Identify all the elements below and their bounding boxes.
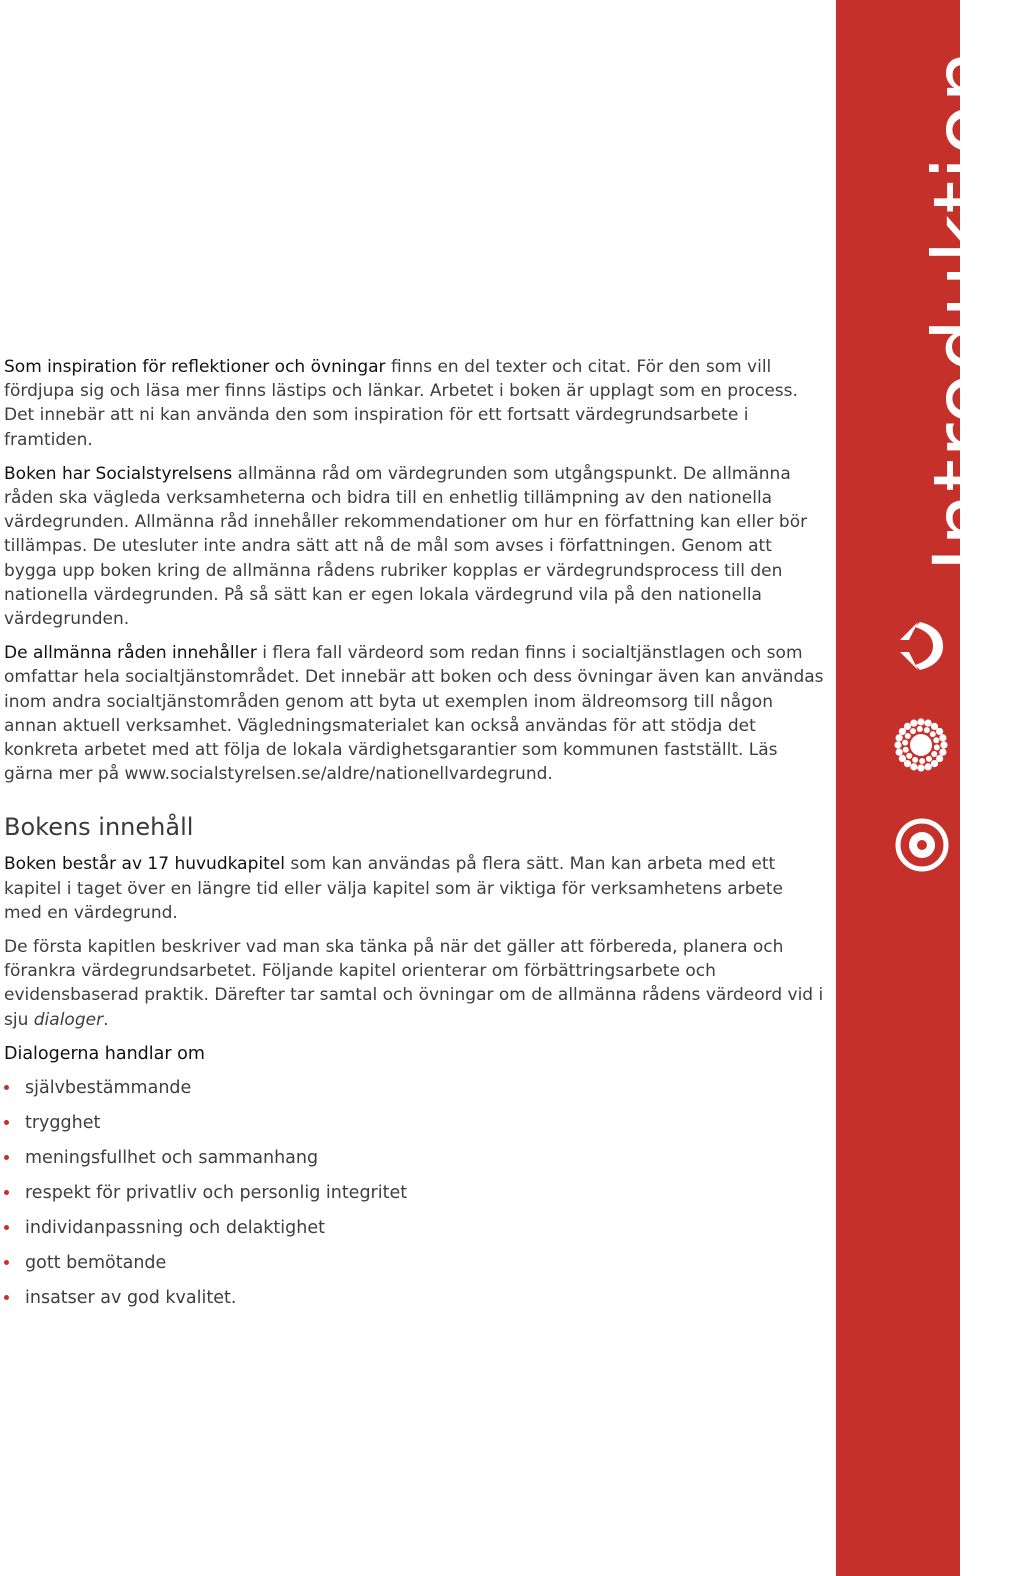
paragraph-text: i flera fall värdeord som redan finns i socialtjänstlagen och som omfattar hela socialtjänstområdet. Det innebär att boken och dess övningar även kan användas inom andra socialtjänstområden genom att byta ut exemplen inom äldreomsorg till någon annan aktuell verksamhet. Vägledningsmaterialet kan också användas för att stödja det konkreta arbetet med att följa de lokala värdighetsgarantier som kommunen fastställt. Läs gärna mer på www.socialstyrelsen.se/aldre/nationellvardegrund. <box>4 643 824 785</box>
list-item-label: insatser av god kvalitet. <box>25 1287 237 1308</box>
dialog-list <box>4 1076 824 1310</box>
paragraph-text: som kan användas på flera sätt. Man kan arbeta med ett kapitel i taget över en längre tid eller välja kapitel som är viktiga för verksamhetens arbete med en värdegrund. <box>4 854 784 923</box>
list-item-label: respekt för privatliv och personlig integritet <box>25 1182 408 1203</box>
list-item-label: meningsfullhet och sammanhang <box>25 1147 319 1168</box>
paragraph-text: finns en del texter och citat. För den som vill fördjupa sig och läsa mer finns lästips och länkar. Arbetet i boken är upplagt som en process. Det innebär att ni kan använda den som inspiration för ett fortsatt värdegrundsarbete i framtiden. <box>4 357 798 450</box>
list-item <box>4 1286 824 1310</box>
main-content <box>4 355 824 1321</box>
italic-term: dialoger <box>33 1009 104 1030</box>
paragraph-chapters <box>4 852 824 925</box>
flower-icon <box>894 718 948 772</box>
bullet-icon <box>4 1190 9 1195</box>
bullet-icon <box>4 1260 9 1265</box>
list-item <box>4 1076 824 1100</box>
list-heading: Dialogerna handlar om <box>4 1043 205 1064</box>
paragraph-lead: Som inspiration för reflektioner och övningar <box>4 357 386 377</box>
paragraph-allmanna-raden <box>4 641 824 786</box>
paragraph-inspiration <box>4 355 824 452</box>
paragraph-text: allmänna råd om värdegrunden som utgångspunkt. De allmänna råden ska vägleda verksamheterna och bidra till en enhetlig tillämpning av den nationella värdegrunden. Allmänna råd innehåller rekommendationer om hur en författning kan eller bör tillämpas. De utesluter inte andra sätt att nå de mål som avses i författningen. Genom att bygga upp boken kring de allmänna rådens rubriker kopplas er värdegrundsprocess till den nationella värdegrunden. På så sätt kan er egen lokala värdegrund vila på den nationella värdegrunden. <box>4 463 808 630</box>
paragraph-text: De första kapitlen beskriver vad man ska tänka på när det gäller att förbereda, planera och förankra värdegrundsarbetet. Följande kapitel orienterar om förbättringsarbete och evidensbaserad praktik. Därefter tar samtal och övningar om de allmänna rådens värdeord vid i sju <box>4 937 824 1030</box>
paragraph-first-chapters <box>4 935 824 1032</box>
list-item-label: trygghet <box>25 1112 101 1133</box>
paragraph-lead: Boken består av 17 huvudkapitel <box>4 854 285 875</box>
list-item-label: individanpassning och delaktighet <box>25 1217 325 1238</box>
list-item <box>4 1181 824 1205</box>
list-item <box>4 1146 824 1170</box>
section-heading: Bokens innehåll <box>4 813 194 842</box>
sidebar-title: Introduktion <box>915 48 1013 572</box>
bullet-icon <box>4 1295 9 1300</box>
bullet-icon <box>4 1120 9 1125</box>
list-item <box>4 1251 824 1275</box>
paragraph-socialstyrelsen <box>4 462 824 631</box>
bullet-icon <box>4 1155 9 1160</box>
bullet-icon <box>4 1085 9 1090</box>
arrows-icon <box>893 618 949 674</box>
list-item <box>4 1111 824 1135</box>
paragraph-lead: Boken har Socialstyrelsens <box>4 463 233 484</box>
bullet-icon <box>4 1225 9 1230</box>
paragraph-end: . <box>103 1009 109 1030</box>
paragraph-lead: De allmänna råden innehåller <box>4 643 257 664</box>
list-item <box>4 1216 824 1240</box>
list-item-label: gott bemötande <box>25 1252 167 1273</box>
target-icon <box>895 818 949 872</box>
list-item-label: självbestämmande <box>25 1077 192 1098</box>
